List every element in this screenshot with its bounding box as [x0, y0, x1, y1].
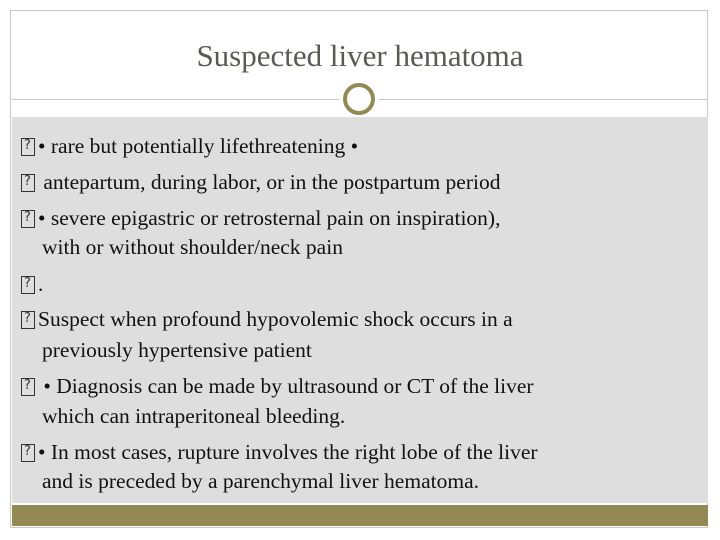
- bullet-line: ?• In most cases, rupture involves the right lobe of the liver: [21, 442, 538, 464]
- bullet-marker-icon: [21, 138, 35, 156]
- bullet-continuation: previously hypertensive patient: [42, 338, 312, 362]
- bullet-marker-icon: [21, 174, 35, 192]
- bullet-line: ?• severe epigastric or retrosternal pain on inspiration),: [21, 208, 500, 230]
- bullet-continuation: and is preceded by a parenchymal liver hematoma.: [42, 469, 479, 493]
- bullet-marker-icon: [21, 276, 35, 294]
- bullet-marker-icon: [21, 444, 35, 462]
- bullet-marker-icon: [21, 311, 35, 329]
- bullet-line: ?• rare but potentially lifethreatening •: [21, 136, 358, 158]
- bullet-line: ?Suspect when profound hypovolemic shock occurs in a: [21, 309, 513, 331]
- bullet-line: ?.: [21, 274, 43, 296]
- bullet-continuation: with or without shoulder/neck pain: [42, 235, 343, 259]
- slide-title: Suspected liver hematoma: [196, 38, 524, 73]
- bullet-line: ? • Diagnosis can be made by ultrasound or CT of the liver: [21, 376, 534, 398]
- bullet-continuation: which can intraperitoneal bleeding.: [42, 404, 346, 428]
- footer-bar: [12, 505, 708, 526]
- bullet-line: ? antepartum, during labor, or in the postpartum period: [21, 172, 500, 194]
- content-area: [12, 117, 708, 503]
- bullet-marker-icon: [21, 378, 35, 396]
- divider-ring-icon: [343, 83, 375, 115]
- bullet-marker-icon: [21, 210, 35, 228]
